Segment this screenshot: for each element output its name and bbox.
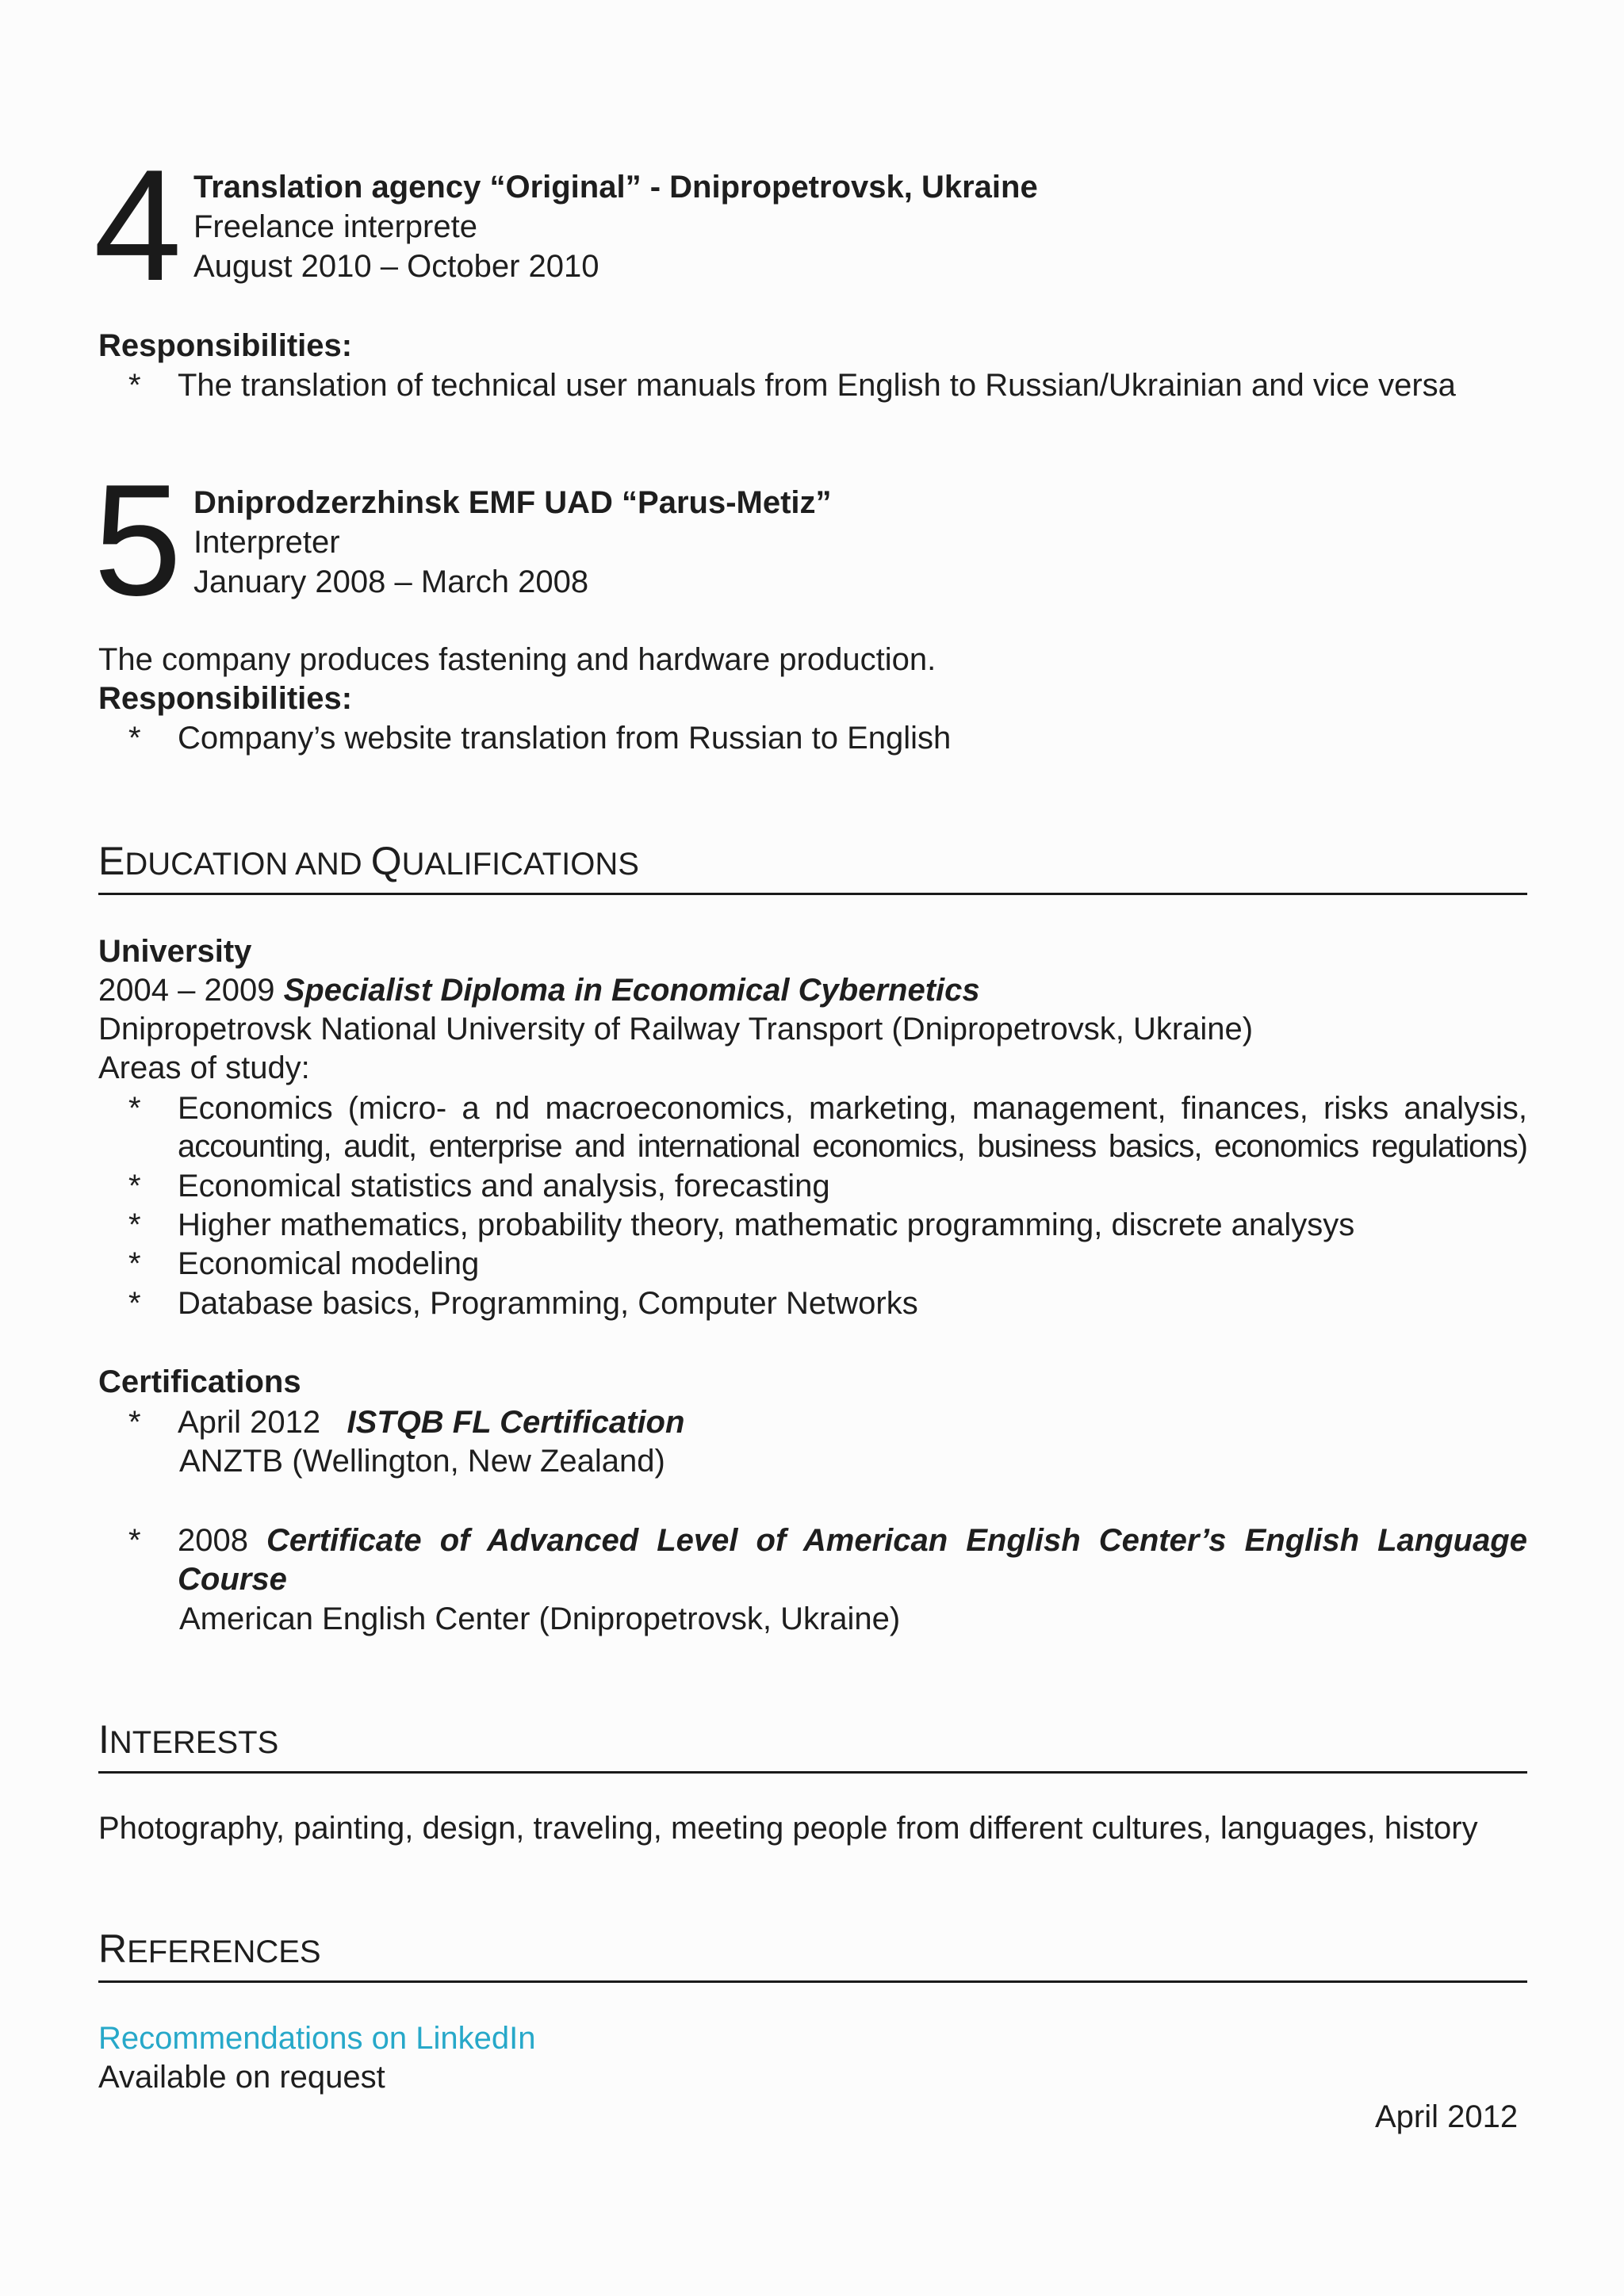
responsibilities-label: Responsibilities: xyxy=(98,681,353,716)
company-description: The company produces fastening and hardware production. xyxy=(98,642,936,677)
bullet-marker: * xyxy=(128,1405,141,1440)
cert-date: 2008 xyxy=(178,1523,248,1558)
university-label: University xyxy=(98,934,252,969)
bullet-marker: * xyxy=(128,1207,141,1242)
institution: Dnipropetrovsk National University of Railway Transport (Dnipropetrovsk, Ukraine) xyxy=(98,1012,1254,1047)
bullet-marker: * xyxy=(128,1091,141,1126)
bullet-marker: * xyxy=(128,721,141,756)
job-role: Freelance interprete xyxy=(193,209,477,244)
cert-line xyxy=(178,1403,684,1441)
cert-title: ISTQB FL Certification xyxy=(347,1405,685,1440)
responsibilities-label: Responsibilities: xyxy=(98,328,353,363)
footer-date: April 2012 xyxy=(1375,2099,1519,2134)
degree-years: 2004 – 2009 xyxy=(98,973,275,1008)
references-availability: Available on request xyxy=(98,2060,385,2095)
job-period: January 2008 – March 2008 xyxy=(193,564,589,599)
responsibility-item: Company’s website translation from Russian to English xyxy=(178,721,952,756)
section-heading-interests: INTERESTS xyxy=(98,1716,1527,1774)
responsibility-item: The translation of technical user manuals from English to Russian/Ukrainian and vice versa xyxy=(178,368,1456,403)
bullet-marker: * xyxy=(128,1523,141,1558)
cert-issuer: ANZTB (Wellington, New Zealand) xyxy=(179,1444,665,1479)
job-employer: Dniprodzerzhinsk EMF UAD “Parus-Metiz” xyxy=(193,485,832,520)
job-employer: Translation agency “Original” - Dnipropetrovsk, Ukraine xyxy=(193,170,1038,205)
job-role: Interpreter xyxy=(193,525,340,560)
job-period: August 2010 – October 2010 xyxy=(193,249,599,284)
areas-label: Areas of study: xyxy=(98,1050,310,1085)
study-area-item: Economics (micro- a nd macroeconomics, marketing, management, finances, risks analysis, xyxy=(178,1091,1527,1126)
degree-title: Specialist Diploma in Economical Cybernetics xyxy=(283,973,980,1008)
linkedin-link[interactable]: Recommendations on LinkedIn xyxy=(98,2021,536,2056)
study-area-item: Economical statistics and analysis, forecasting xyxy=(178,1169,830,1203)
cert-line xyxy=(178,1521,1527,1559)
job-number: 5 xyxy=(94,452,178,629)
bullet-marker: * xyxy=(128,1169,141,1203)
study-area-item-continued: accounting, audit, enterprise and international economics, business basics, economics regulations) xyxy=(178,1129,1527,1164)
cert-title: Certificate of Advanced Level of American English Center’s English Language xyxy=(266,1523,1527,1558)
degree-line xyxy=(98,971,980,1009)
study-area-item: Database basics, Programming, Computer Networks xyxy=(178,1286,918,1321)
bullet-marker: * xyxy=(128,1286,141,1321)
cert-title-continued: Course xyxy=(178,1562,287,1597)
study-area-item: Economical modeling xyxy=(178,1246,480,1281)
section-heading-education: EDUCATION AND QUALIFICATIONS xyxy=(98,837,1527,895)
cert-issuer: American English Center (Dnipropetrovsk, Ukraine) xyxy=(179,1601,901,1636)
cert-date: April 2012 xyxy=(178,1405,321,1440)
certifications-label: Certifications xyxy=(98,1364,301,1399)
interests-text: Photography, painting, design, traveling, meeting people from different cultures, languages, history xyxy=(98,1811,1478,1846)
bullet-marker: * xyxy=(128,1246,141,1281)
section-heading-references: REFERENCES xyxy=(98,1925,1527,1983)
bullet-marker: * xyxy=(128,368,141,403)
job-number: 4 xyxy=(94,137,178,314)
study-area-item: Higher mathematics, probability theory, mathematic programming, discrete analysys xyxy=(178,1207,1355,1242)
